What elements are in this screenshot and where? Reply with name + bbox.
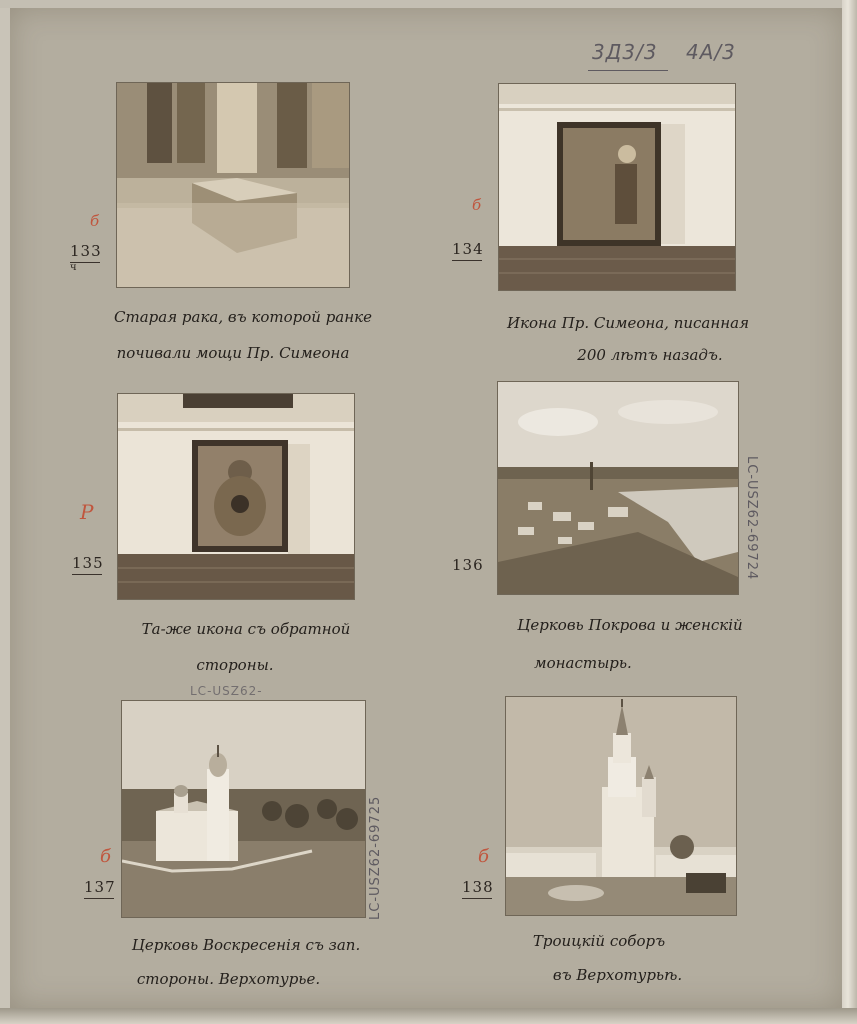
catalog-code-a: 3Д3/3 bbox=[592, 40, 658, 64]
caption-136-line1: Церковь Покрова и женскій bbox=[517, 616, 743, 634]
caption-137-line2: стороны. Верхотурье. bbox=[136, 970, 321, 988]
number-underline-134 bbox=[452, 260, 482, 261]
pencil-mark-133: б bbox=[90, 212, 100, 230]
photo-137-resurrection-church bbox=[121, 700, 366, 918]
photo-133-reliquary bbox=[116, 82, 350, 288]
photo-number-136: 136 bbox=[452, 556, 484, 574]
caption-136-line2: монастырь. bbox=[534, 654, 632, 672]
photo-136-landscape bbox=[497, 381, 739, 595]
caption-135-line1: Та-же икона съ обратной bbox=[141, 620, 351, 638]
caption-134-line1: Икона Пр. Симеона, писанная bbox=[506, 314, 750, 332]
album-page-stack-right bbox=[842, 0, 857, 1024]
pencil-id-137: LC-USZ62-69725 bbox=[368, 795, 383, 920]
photo-number-134: 134 bbox=[452, 240, 484, 258]
caption-137-line1: Церковь Воскресенія съ зап. bbox=[131, 936, 361, 954]
catalog-underline bbox=[588, 70, 668, 71]
pencil-mark-135: Р bbox=[80, 500, 94, 524]
number-underline-138 bbox=[462, 898, 492, 899]
photo-number-133-sub: ч bbox=[70, 262, 78, 273]
photo-134-icon-simeon bbox=[498, 83, 736, 291]
caption-134-line2: 200 лѣтъ назадъ. bbox=[577, 346, 723, 364]
pencil-id-136: LC-USZ62-69724 bbox=[744, 456, 759, 581]
photo-138-trinity-cathedral bbox=[505, 696, 737, 916]
album-top-edge bbox=[0, 0, 857, 8]
photo-number-133: 133 bbox=[70, 242, 102, 260]
pencil-mark-137: б bbox=[100, 846, 111, 867]
pencil-id-137-top: LC-USZ62- bbox=[190, 684, 263, 698]
caption-138-line2: въ Верхотурьѣ. bbox=[552, 966, 683, 984]
caption-138-line1: Троицкій соборъ bbox=[532, 932, 666, 950]
photo-number-135: 135 bbox=[72, 554, 104, 572]
number-underline-137 bbox=[84, 898, 114, 899]
photo-number-138: 138 bbox=[462, 878, 494, 896]
pencil-mark-138: б bbox=[478, 846, 489, 867]
caption-135-line2: стороны. bbox=[196, 656, 274, 674]
catalog-code-b: 4А/3 bbox=[686, 40, 736, 64]
number-underline-135 bbox=[72, 574, 102, 575]
caption-133-line2: почивали мощи Пр. Симеона bbox=[116, 344, 350, 362]
pencil-mark-134: б bbox=[472, 196, 482, 214]
album-page-stack-bottom bbox=[0, 1008, 857, 1024]
photo-number-137: 137 bbox=[84, 878, 116, 896]
photo-135-icon-reverse bbox=[117, 393, 355, 600]
caption-133-line1: Старая рака, въ которой ранке bbox=[114, 308, 372, 326]
